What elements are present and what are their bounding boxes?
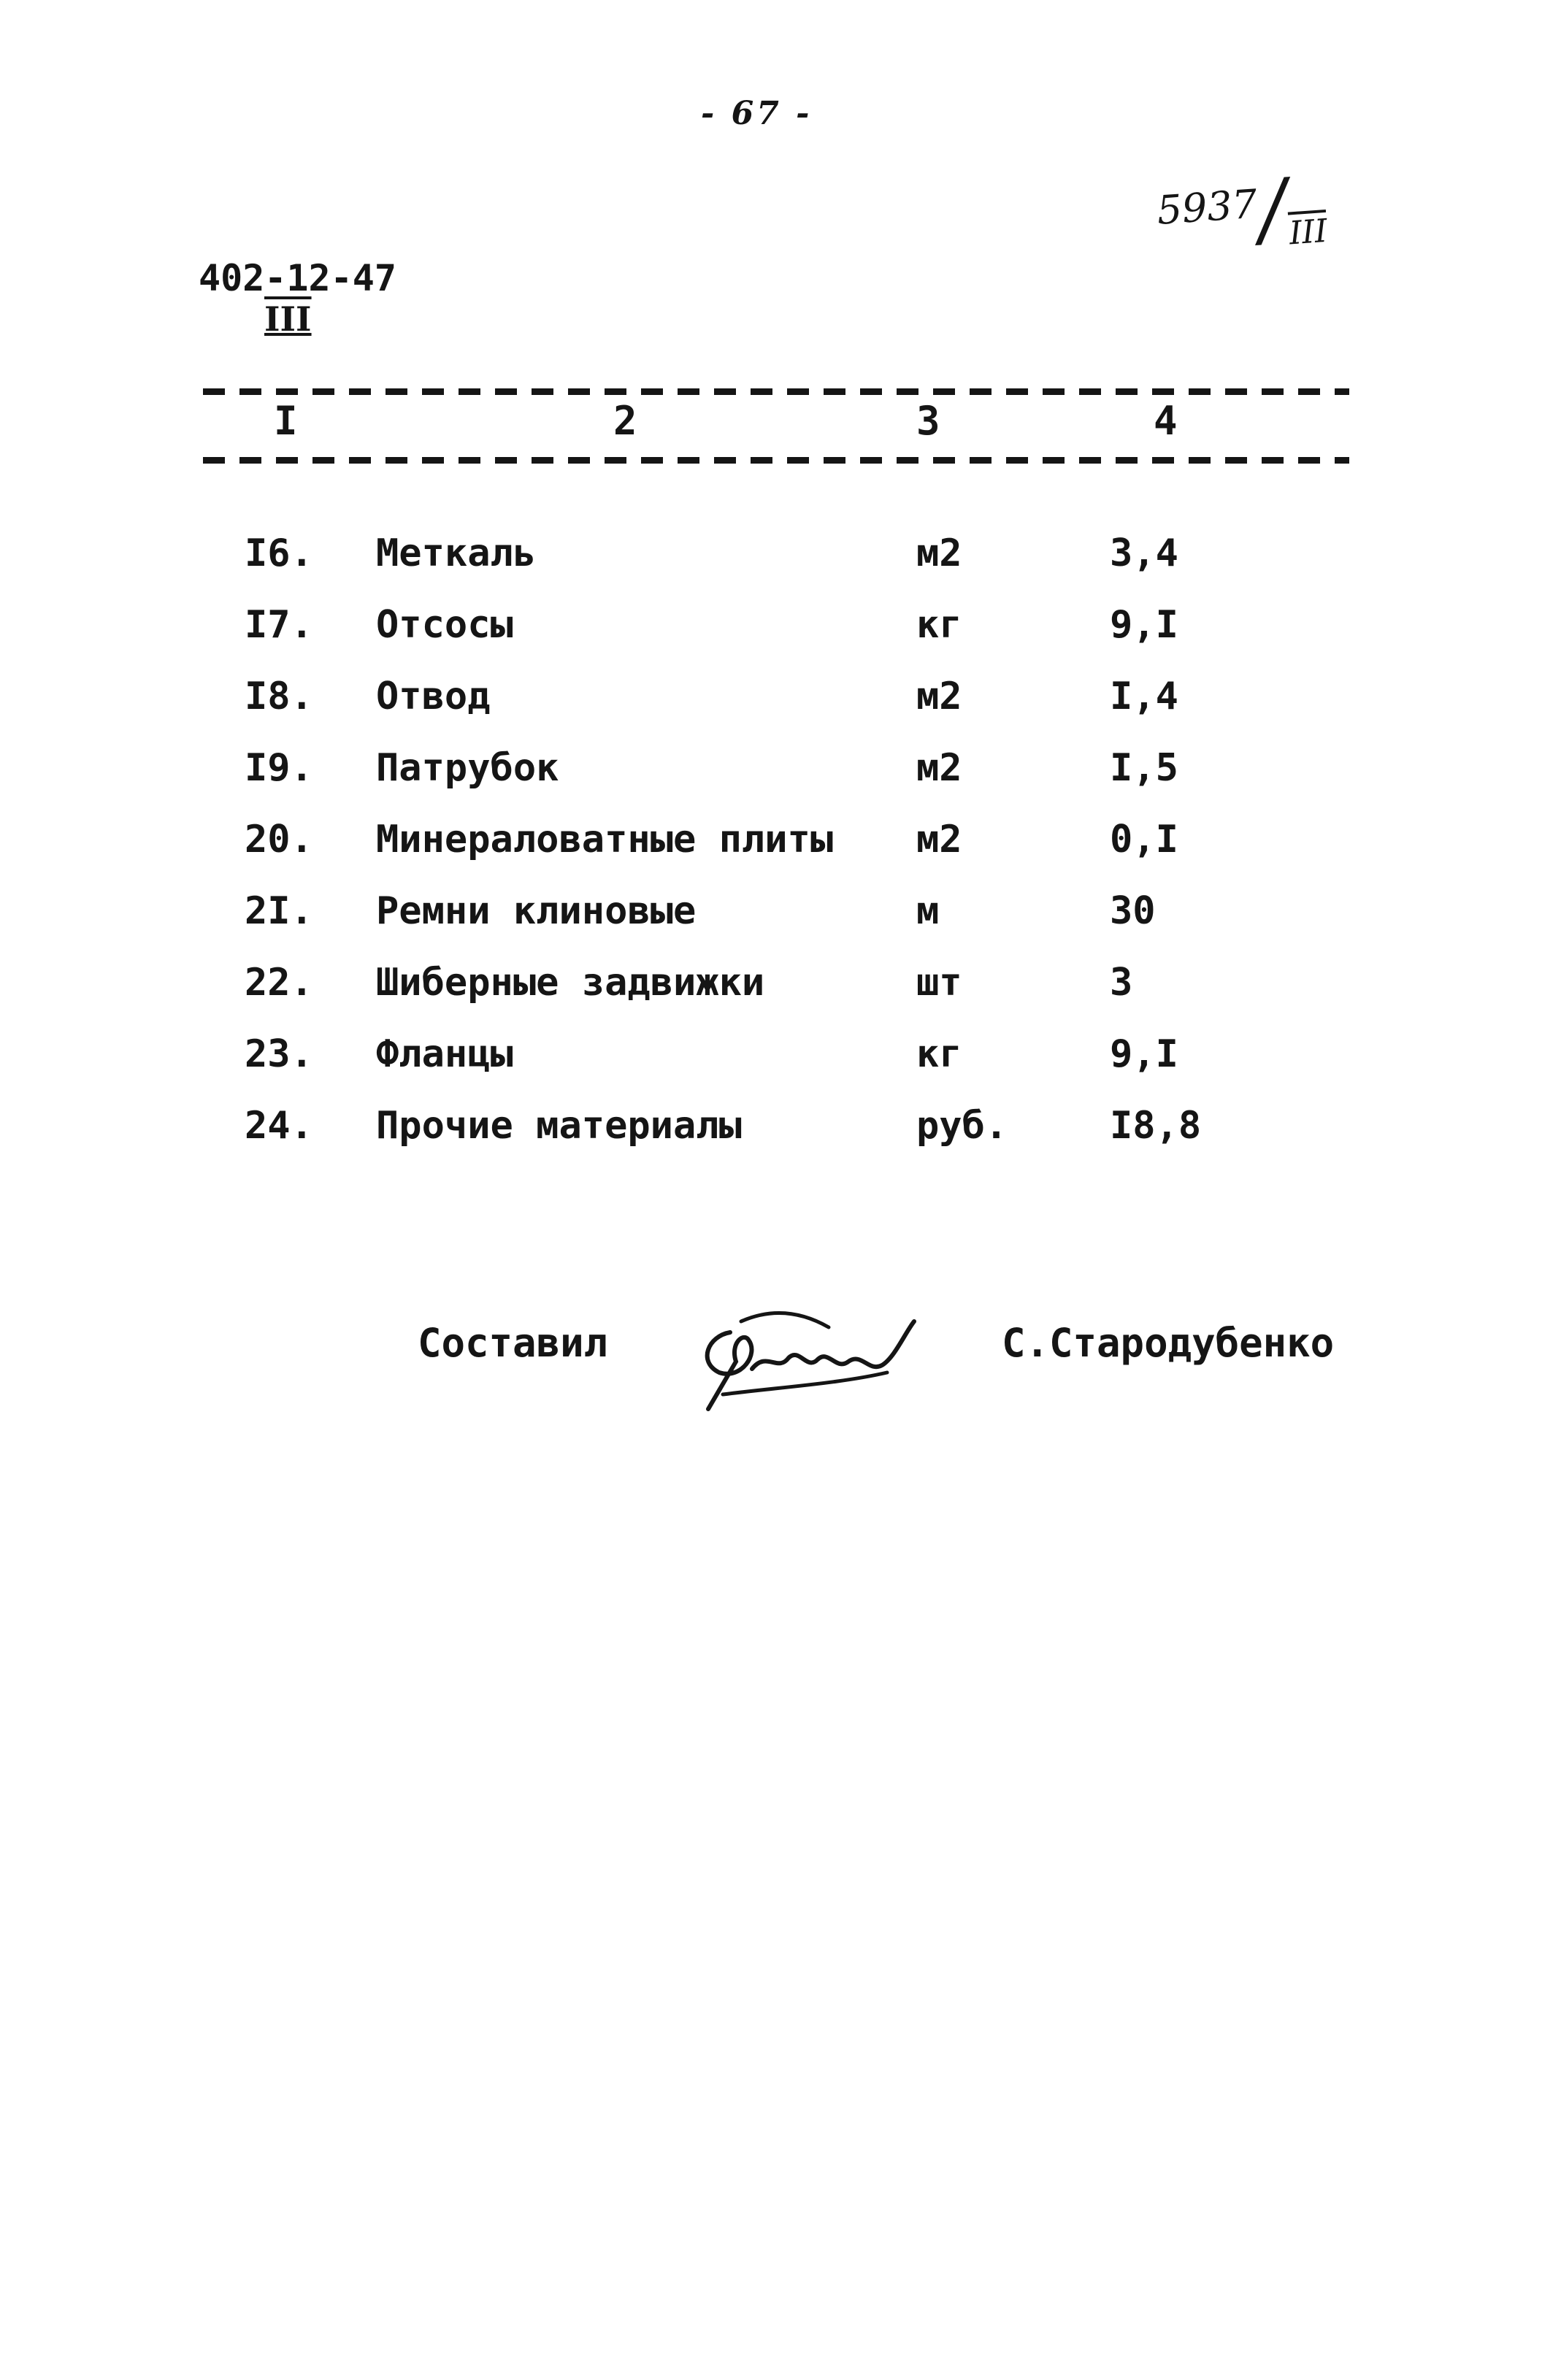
row-number: I6. xyxy=(245,531,313,575)
row-number: 2I. xyxy=(245,889,313,933)
row-quantity: I,4 xyxy=(1110,675,1178,718)
row-name: Отвод xyxy=(376,675,491,718)
row-unit: м2 xyxy=(916,675,962,718)
row-name: Прочие материалы xyxy=(376,1104,742,1148)
row-unit: шт xyxy=(916,961,962,1005)
row-quantity: I8,8 xyxy=(1110,1104,1202,1148)
row-unit: м2 xyxy=(916,531,962,575)
column-number-4: 4 xyxy=(1154,398,1178,444)
row-unit: руб. xyxy=(916,1104,1008,1148)
row-name: Фланцы xyxy=(376,1032,513,1076)
table-row xyxy=(0,746,1561,812)
table-row xyxy=(0,531,1561,597)
inventory-stamp xyxy=(1154,158,1329,264)
signer-name: С.Стародубенко xyxy=(1002,1320,1335,1366)
row-name: Отсосы xyxy=(376,603,513,647)
row-name: Ремни клиновые xyxy=(376,889,697,933)
compiled-by-label: Составил xyxy=(418,1320,608,1366)
row-name: Минераловатные плиты xyxy=(376,818,834,861)
table-row xyxy=(0,675,1561,740)
row-unit: м xyxy=(916,889,940,933)
row-unit: м2 xyxy=(916,818,962,861)
document-sub: III xyxy=(264,299,312,339)
row-number: 24. xyxy=(245,1104,313,1148)
row-unit: кг xyxy=(916,603,962,647)
row-name: Патрубок xyxy=(376,746,559,790)
row-quantity: I,5 xyxy=(1110,746,1178,790)
row-number: 20. xyxy=(245,818,313,861)
row-quantity: 30 xyxy=(1110,889,1156,933)
row-name: Шиберные задвижки xyxy=(376,961,765,1005)
row-quantity: 9,I xyxy=(1110,1032,1178,1076)
row-number: 23. xyxy=(245,1032,313,1076)
stamp-slash: / xyxy=(1255,161,1289,257)
row-number: 22. xyxy=(245,961,313,1005)
table-top-rule xyxy=(203,388,1349,395)
row-name: Меткаль xyxy=(376,531,537,575)
row-number: I8. xyxy=(245,675,313,718)
document-code: 402-12-47 xyxy=(199,257,396,299)
stamp-sub: III xyxy=(1288,212,1329,253)
table-header-rule xyxy=(203,457,1349,464)
row-unit: кг xyxy=(916,1032,962,1076)
row-quantity: 0,I xyxy=(1110,818,1178,861)
row-quantity: 3 xyxy=(1110,961,1133,1005)
table-row xyxy=(0,1104,1561,1170)
table-row xyxy=(0,889,1561,955)
table-row xyxy=(0,818,1561,883)
signature-icon xyxy=(679,1292,920,1416)
row-quantity: 3,4 xyxy=(1110,531,1178,575)
row-number: I9. xyxy=(245,746,313,790)
row-quantity: 9,I xyxy=(1110,603,1178,647)
column-number-2: 2 xyxy=(613,398,637,444)
row-unit: м2 xyxy=(916,746,962,790)
table-row xyxy=(0,1032,1561,1098)
row-number: I7. xyxy=(245,603,313,647)
stamp-number: 5937 xyxy=(1155,180,1259,234)
table-row xyxy=(0,961,1561,1026)
page-number: - 67 - xyxy=(701,95,813,132)
column-number-3: 3 xyxy=(916,398,940,444)
table-row xyxy=(0,603,1561,669)
column-number-1: I xyxy=(274,398,298,444)
